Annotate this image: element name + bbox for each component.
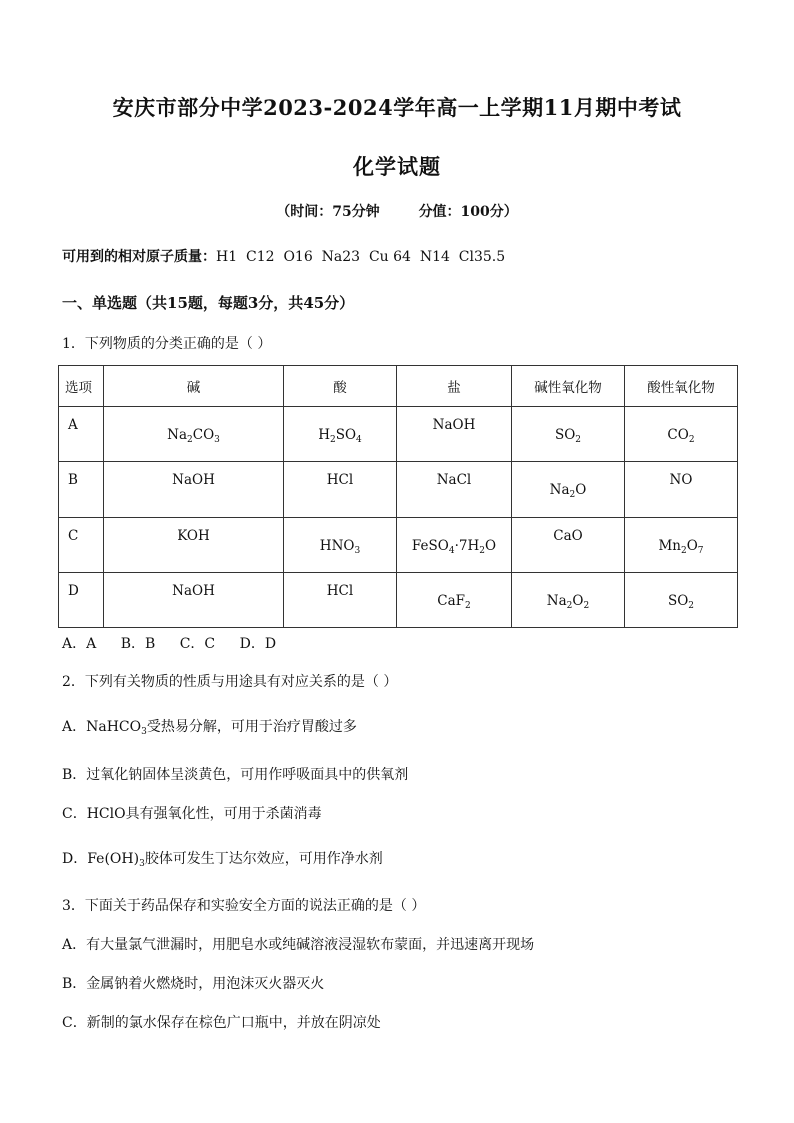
exam-score: 分值：100分） xyxy=(418,204,518,220)
q2-option-c[interactable]: C．HClO具有强氧化性，可用于杀菌消毒 xyxy=(62,806,322,822)
cell-acidic-oxide: $Mn_2O_7$ xyxy=(625,517,738,572)
cell-base: NaOH xyxy=(104,462,284,517)
row-option: D xyxy=(59,572,104,627)
q1-classification-table xyxy=(58,365,738,628)
row-option: C xyxy=(59,517,104,572)
table-row xyxy=(59,407,738,462)
q3-option-a[interactable]: A．有大量氯气泄漏时，用肥皂水或纯碱溶液浸湿软布蒙面，并迅速离开现场 xyxy=(62,937,535,953)
atomic-mass-line xyxy=(62,246,505,266)
exam-title: 安庆市部分中学2023-2024学年高一上学期11月期中考试 xyxy=(112,95,682,120)
atomic-mass-label: 可用到的相对原子质量： xyxy=(62,249,216,265)
cell-acid: HCl xyxy=(284,462,397,517)
q1-choice-a[interactable]: A．A xyxy=(62,636,97,652)
cell-base: KOH xyxy=(104,517,284,572)
cell-acid: $HNO_3$ xyxy=(284,517,397,572)
table-row xyxy=(59,572,738,627)
q1-choice-c[interactable]: C．C xyxy=(179,636,216,652)
cell-acidic-oxide: $CO_2$ xyxy=(625,407,738,462)
cell-salt: CaF$_2$ xyxy=(397,572,512,627)
cell-salt: $FeSO_4\cdot 7H_2O$ xyxy=(397,517,512,572)
q3-option-b[interactable]: B．金属钠着火燃烧时，用泡沫灭火器灭火 xyxy=(62,976,325,992)
q3-option-c[interactable]: C．新制的氯水保存在棕色广口瓶中，并放在阴凉处 xyxy=(62,1015,381,1031)
q2-option-b[interactable]: B．过氧化钠固体呈淡黄色，可用作呼吸面具中的供氧剂 xyxy=(62,767,409,783)
header-base: 碱 xyxy=(104,366,284,407)
header-option: 选项 xyxy=(59,366,104,407)
cell-base: $Na_2CO_3$ xyxy=(104,407,284,462)
q1-choice-b[interactable]: B．B xyxy=(120,636,156,652)
cell-basic-oxide: $Na_2O$ xyxy=(512,462,625,517)
exam-meta xyxy=(0,201,794,221)
cell-basic-oxide: $SO_2$ xyxy=(512,407,625,462)
header-basic-oxide: 碱性氧化物 xyxy=(512,366,625,407)
cell-acidic-oxide: NO xyxy=(625,462,738,517)
exam-subtitle: 化学试题 xyxy=(353,154,441,179)
q2-option-a[interactable]: A．NaHCO$_3$受热易分解，可用于治疗胃酸过多 xyxy=(62,719,357,737)
table-row xyxy=(59,462,738,517)
q2-option-d[interactable]: D．$Fe(OH)_3$胶体可发生丁达尔效应，可用作净水剂 xyxy=(62,851,383,869)
row-option: B xyxy=(59,462,104,517)
row-option: A xyxy=(59,407,104,462)
q2-stem: 2．下列有关物质的性质与用途具有对应关系的是（ ） xyxy=(62,674,398,690)
cell-salt: NaCl xyxy=(397,462,512,517)
header-acid: 酸 xyxy=(284,366,397,407)
q3-stem: 3．下面关于药品保存和实验安全方面的说法正确的是（ ） xyxy=(62,898,426,914)
cell-acid: $H_2SO_4$ xyxy=(284,407,397,462)
atomic-mass-values: H1 C12 O16 Na23 Cu 64 N14 Cl35.5 xyxy=(216,249,506,265)
cell-base: NaOH xyxy=(104,572,284,627)
q1-choice-d[interactable]: D．D xyxy=(239,636,277,652)
cell-salt: NaOH xyxy=(397,407,512,462)
cell-basic-oxide: CaO xyxy=(512,517,625,572)
exam-time: （时间：75分钟 xyxy=(276,204,380,220)
table-header-row xyxy=(59,366,738,407)
q1-stem: 1．下列物质的分类正确的是（ ） xyxy=(62,336,272,352)
cell-acid: HCl xyxy=(284,572,397,627)
section-heading: 一、单选题（共15题，每题3分，共45分） xyxy=(62,294,355,312)
cell-basic-oxide: $Na_2O_2$ xyxy=(512,572,625,627)
table-row xyxy=(59,517,738,572)
cell-acidic-oxide: $SO_2$ xyxy=(625,572,738,627)
header-salt: 盐 xyxy=(397,366,512,407)
q1-choices xyxy=(62,633,296,653)
header-acidic-oxide: 酸性氧化物 xyxy=(625,366,738,407)
